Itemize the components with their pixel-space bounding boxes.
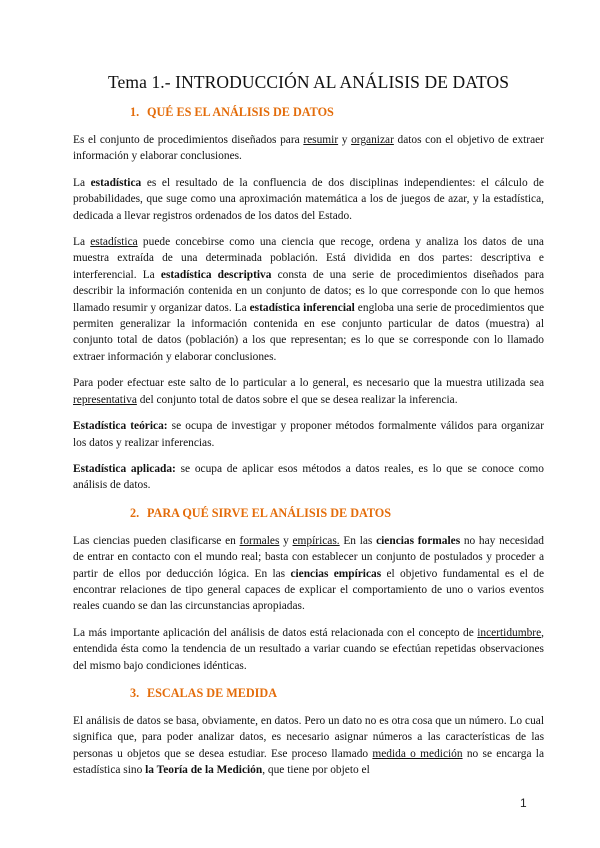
text: , entendida ésta como la tendencia de un resultado a variar cuando se efectúan repetidas observaciones del mismo bajo condiciones idénticas. (73, 626, 544, 672)
section-title: ESCALAS DE MEDIDA (147, 685, 278, 700)
bold-term: Estadística aplicada: (73, 462, 176, 475)
underlined-term: estadística (90, 236, 138, 249)
section-title: PARA QUÉ SIRVE EL ANÁLISIS DE DATOS (147, 505, 392, 520)
paragraph (73, 175, 544, 224)
paragraph (73, 713, 544, 779)
text: Las ciencias pueden clasificarse en (73, 534, 240, 547)
paragraph (73, 461, 544, 494)
bold-term: estadística (90, 176, 142, 189)
paragraph (73, 234, 544, 365)
paragraph (73, 533, 544, 615)
underlined-term: representativa (73, 393, 137, 406)
text: La más importante aplicación del análisis de datos está relacionada con el concepto de (73, 626, 478, 639)
text: Para poder efectuar este salto de lo particular a lo general, es necesario que la muestra utilizada sea (73, 377, 544, 390)
section-number: 1. (130, 105, 140, 119)
section-number: 3. (130, 685, 140, 700)
text: La (73, 176, 91, 189)
text: y (279, 534, 293, 547)
bold-term: estadística descriptiva (160, 268, 272, 281)
page-title: Tema 1.- INTRODUCCIÓN AL ANÁLISIS DE DATOS (107, 72, 510, 92)
section-number: 2. (130, 505, 140, 520)
bold-term: ciencias formales (376, 534, 461, 547)
text: La (73, 236, 91, 249)
text: , que tiene por objeto el (262, 764, 370, 777)
underlined-term: formales (239, 534, 280, 547)
underlined-term: resumir (303, 134, 339, 146)
text: se ocupa de investigar y proponer métodos formalmente válidos para organizar los datos y realizar inferencias. (73, 420, 544, 449)
text: En las (339, 534, 377, 547)
text: Es el conjunto de procedimientos diseñados para (73, 134, 304, 146)
text: no se encarga la estadística sino (73, 747, 544, 777)
paragraph (73, 132, 544, 165)
bold-term: ciencias empíricas (290, 567, 382, 580)
underlined-term: empíricas. (292, 534, 340, 547)
paragraph (73, 418, 544, 451)
text: puede concebirse como una ciencia que recoge, ordena y analiza los datos de una muestra extraída de una determinada población. Está dividida en dos partes: descriptiva e interferencial. La (73, 236, 544, 281)
text: y (338, 134, 352, 146)
page-number: 1 (520, 796, 527, 810)
section-heading-2 (73, 506, 544, 521)
paragraph (73, 625, 544, 674)
text: El análisis de datos se basa, obviamente, en datos. Pero un dato no es otra cosa que un número. Lo cual significa que, para poder analizar datos, es necesario asignar números a las características de las personas u objetos que se desea estudiar. Ese proceso llamado (73, 714, 544, 760)
bold-term: estadística inferencial (249, 301, 355, 314)
page-content (73, 72, 544, 789)
text: del conjunto total de datos sobre el que se desea realizar la inferencia. (136, 393, 458, 406)
text: datos con el objetivo de extraer información y elaborar conclusiones. (73, 134, 545, 163)
underlined-term: medida o medición (372, 747, 463, 760)
section-heading-1 (73, 105, 544, 120)
text: no hay necesidad de entrar en contacto con el mundo real; basta con establecer un conjunto de postulados y proceder a partir de ellos por deducción lógica. En las (73, 534, 544, 580)
bold-term: Estadística teórica: (73, 420, 168, 433)
text: el objetivo fundamental es el de encontrar relaciones de tipo general capaces de explicar el comportamiento de uno o varios eventos reales cuando se dan las circunstancias apropiadas. (73, 567, 545, 613)
bold-term: la Teoría de la Medición (145, 764, 263, 777)
section-title: QUÉ ES EL ANÁLISIS DE DATOS (147, 105, 334, 119)
text: consta de una serie de procedimientos diseñados para describir la información contenida en un conjunto de datos; es lo que corresponde con lo que hemos llamado resumir y organizar datos. La (73, 268, 545, 314)
text: se ocupa de aplicar esos métodos a datos reales, es lo que se conoce como análisis de datos. (73, 462, 544, 492)
paragraph (73, 375, 544, 408)
underlined-term: incertidumbre (477, 626, 542, 639)
underlined-term: organizar (351, 134, 394, 146)
section-heading-3 (73, 686, 544, 701)
text: engloba una serie de procedimientos que permiten generalizar la información contenida en ese conjunto particular de datos (muestra) al conjunto total de datos (población) a los que representan; es lo que se corresponde con lo llamado extraer información y elaborar conclusiones. (73, 301, 544, 363)
text: es el resultado de la confluencia de dos disciplinas independientes: el cálculo de probabilidades, que suge como una aproximación matemática a los de juegos de azar, y la estadística, dedicada a llevar registros ordenados de los datos del Estado. (73, 176, 544, 222)
